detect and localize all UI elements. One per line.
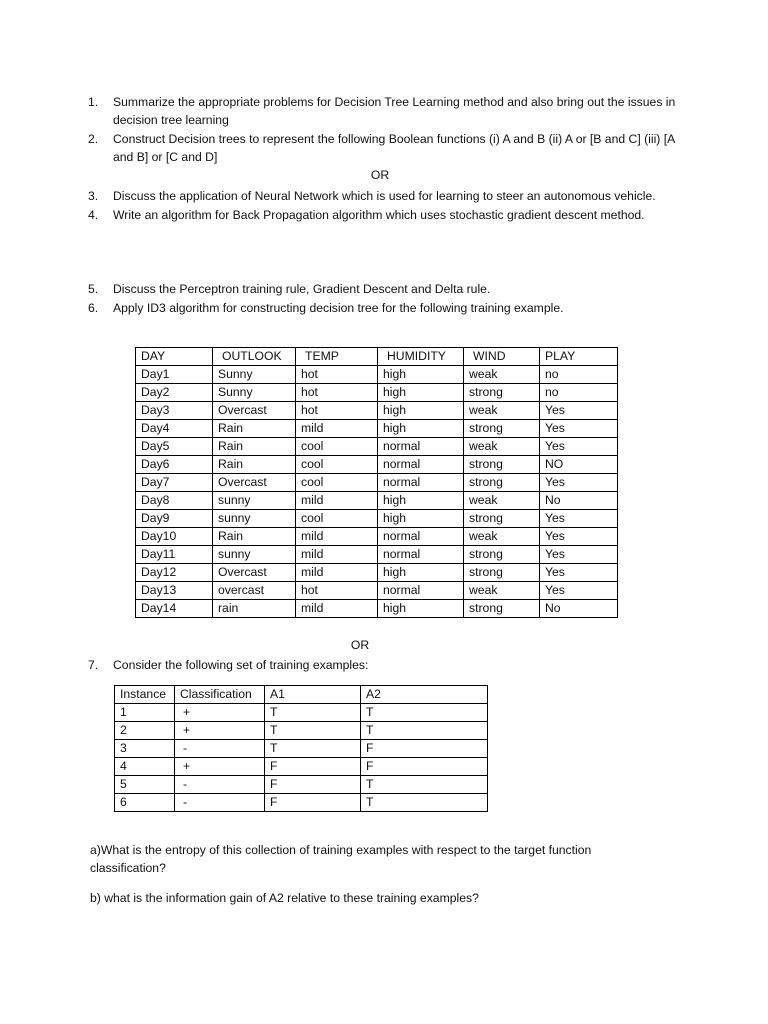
table-row [115,722,488,740]
cell-play: No [540,600,618,618]
cell-outlook: Sunny [213,384,296,402]
cell-outlook: Rain [213,420,296,438]
cell-wind: strong [464,474,540,492]
cell-wind: strong [464,420,540,438]
table-row [136,402,618,420]
cell-wind: weak [464,438,540,456]
question-6 [88,299,688,317]
cell-humidity: high [378,384,464,402]
cell-classification: + [175,758,265,776]
cell-wind: weak [464,528,540,546]
cell-play: Yes [540,510,618,528]
table-header-row [115,686,488,704]
table-row [136,438,618,456]
cell-humidity: normal [378,456,464,474]
question-number: 4. [88,208,99,222]
question-number: 2. [88,132,99,146]
header-temp: TEMP [296,348,378,366]
cell-outlook: Overcast [213,564,296,582]
cell-a2: F [361,740,488,758]
cell-temp: hot [296,582,378,600]
cell-day: Day3 [136,402,213,420]
cell-humidity: high [378,492,464,510]
subquestion-b: b) what is the information gain of A2 relative to these training examples? [90,891,479,905]
question-number: 5. [88,282,99,296]
table-row [115,794,488,812]
cell-outlook: Rain [213,438,296,456]
cell-day: Day2 [136,384,213,402]
question-text: Construct Decision trees to represent the following Boolean functions (i) A and B (ii) A or [B and C] (iii) [A and B] or [C and D] [113,132,675,164]
cell-play: Yes [540,528,618,546]
question-5 [88,280,688,298]
cell-instance: 2 [115,722,175,740]
header-outlook: OUTLOOK [213,348,296,366]
cell-wind: weak [464,366,540,384]
table-row [136,474,618,492]
cell-wind: strong [464,510,540,528]
cell-instance: 3 [115,740,175,758]
question-number: 3. [88,189,99,203]
cell-a2: T [361,794,488,812]
cell-classification: - [175,740,265,758]
cell-day: Day13 [136,582,213,600]
cell-play: no [540,366,618,384]
cell-day: Day7 [136,474,213,492]
cell-play: Yes [540,582,618,600]
cell-temp: cool [296,474,378,492]
question-text: Discuss the Perceptron training rule, Gradient Descent and Delta rule. [113,282,491,296]
cell-outlook: Rain [213,456,296,474]
question-7 [88,656,688,674]
cell-classification: - [175,794,265,812]
cell-instance: 1 [115,704,175,722]
cell-temp: hot [296,366,378,384]
cell-play: No [540,492,618,510]
cell-classification: + [175,722,265,740]
cell-humidity: normal [378,546,464,564]
header-a2: A2 [361,686,488,704]
cell-outlook: sunny [213,492,296,510]
table-row [136,384,618,402]
cell-day: Day6 [136,456,213,474]
table-row [136,528,618,546]
cell-wind: strong [464,546,540,564]
question-text: Summarize the appropriate problems for Decision Tree Learning method and also bring out the issues in decision tree learning [113,95,676,127]
cell-instance: 4 [115,758,175,776]
table-row [136,420,618,438]
table-row [115,704,488,722]
table-row [115,776,488,794]
header-classification: Classification [175,686,265,704]
question-4 [88,206,688,224]
cell-humidity: high [378,600,464,618]
cell-outlook: rain [213,600,296,618]
table-row [136,582,618,600]
cell-play: NO [540,456,618,474]
cell-wind: strong [464,456,540,474]
cell-outlook: Overcast [213,474,296,492]
cell-wind: strong [464,384,540,402]
cell-play: Yes [540,546,618,564]
cell-outlook: Sunny [213,366,296,384]
cell-instance: 5 [115,776,175,794]
cell-wind: strong [464,564,540,582]
cell-humidity: high [378,402,464,420]
table-row [136,564,618,582]
table-row [136,456,618,474]
table-row [115,758,488,776]
cell-temp: hot [296,384,378,402]
cell-humidity: high [378,510,464,528]
cell-wind: weak [464,402,540,420]
question-1 [88,93,688,129]
cell-temp: mild [296,492,378,510]
header-instance: Instance [115,686,175,704]
cell-humidity: normal [378,438,464,456]
cell-humidity: normal [378,474,464,492]
cell-humidity: normal [378,528,464,546]
cell-temp: cool [296,438,378,456]
cell-humidity: high [378,420,464,438]
cell-outlook: sunny [213,546,296,564]
header-humidity: HUMIDITY [378,348,464,366]
cell-day: Day11 [136,546,213,564]
cell-day: Day10 [136,528,213,546]
table-header-row [136,348,618,366]
subquestion-a: a)What is the entropy of this collection of training examples with respect to the target function classification? [90,843,592,875]
cell-classification: - [175,776,265,794]
question-number: 6. [88,301,99,315]
header-day: DAY [136,348,213,366]
cell-day: Day5 [136,438,213,456]
cell-play: Yes [540,420,618,438]
cell-a1: F [265,794,361,812]
cell-instance: 6 [115,794,175,812]
cell-a2: T [361,722,488,740]
cell-play: Yes [540,564,618,582]
cell-wind: weak [464,492,540,510]
cell-humidity: normal [378,582,464,600]
cell-day: Day4 [136,420,213,438]
cell-play: Yes [540,438,618,456]
cell-wind: strong [464,600,540,618]
table-row [136,366,618,384]
cell-a1: F [265,776,361,794]
cell-humidity: high [378,564,464,582]
or-separator-2: OR [350,638,370,652]
question-number: 1. [88,95,99,109]
cell-a1: T [265,740,361,758]
question-text: Discuss the application of Neural Network which is used for learning to steer an autonomous vehicle. [113,189,656,203]
cell-temp: cool [296,510,378,528]
cell-outlook: sunny [213,510,296,528]
cell-wind: weak [464,582,540,600]
question-text: Apply ID3 algorithm for constructing decision tree for the following training example. [113,301,564,315]
cell-temp: mild [296,564,378,582]
question-text: Consider the following set of training examples: [113,658,369,672]
question-number: 7. [88,658,99,672]
instance-training-table [114,685,488,812]
cell-outlook: overcast [213,582,296,600]
cell-a1: T [265,704,361,722]
cell-day: Day14 [136,600,213,618]
cell-temp: mild [296,546,378,564]
cell-temp: mild [296,420,378,438]
cell-day: Day12 [136,564,213,582]
cell-classification: + [175,704,265,722]
question-2 [88,130,688,166]
weather-training-table [135,347,618,618]
cell-play: no [540,384,618,402]
or-separator-1: OR [370,168,390,182]
table-row [136,510,618,528]
cell-a2: T [361,776,488,794]
cell-play: Yes [540,402,618,420]
table-row [115,740,488,758]
cell-temp: mild [296,600,378,618]
cell-day: Day1 [136,366,213,384]
table-row [136,492,618,510]
cell-temp: mild [296,528,378,546]
cell-temp: cool [296,456,378,474]
cell-outlook: Rain [213,528,296,546]
cell-humidity: high [378,366,464,384]
cell-a2: T [361,704,488,722]
cell-a2: F [361,758,488,776]
cell-day: Day8 [136,492,213,510]
header-play: PLAY [540,348,618,366]
cell-a1: T [265,722,361,740]
table-row [136,600,618,618]
question-text: Write an algorithm for Back Propagation algorithm which uses stochastic gradient descent method. [113,208,645,222]
cell-a1: F [265,758,361,776]
cell-outlook: Overcast [213,402,296,420]
question-3 [88,187,688,205]
header-wind: WIND [464,348,540,366]
cell-day: Day9 [136,510,213,528]
header-a1: A1 [265,686,361,704]
table-row [136,546,618,564]
cell-temp: hot [296,402,378,420]
cell-play: Yes [540,474,618,492]
